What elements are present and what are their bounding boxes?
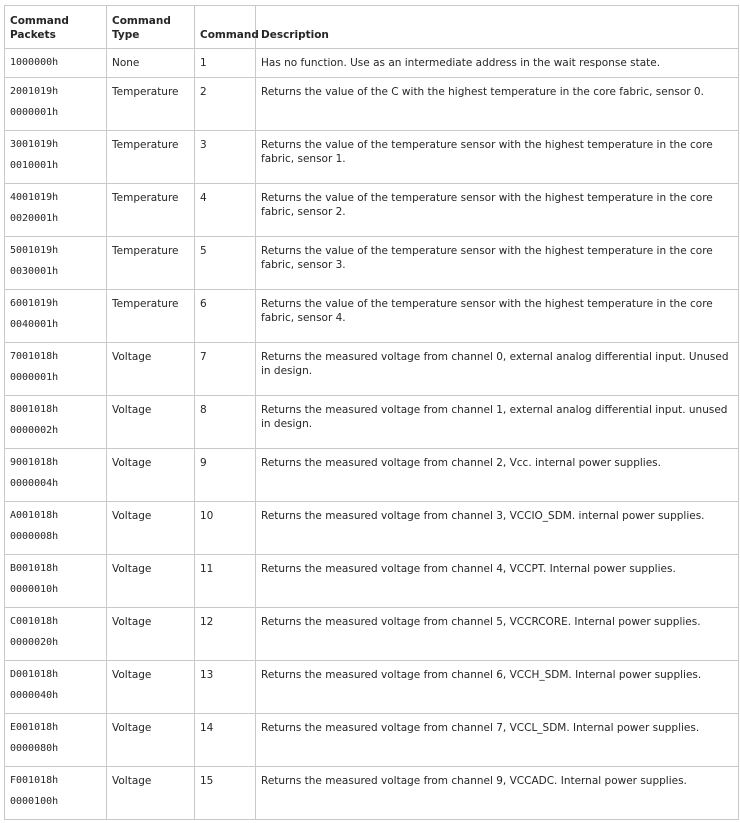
header-command-packets: Command Packets bbox=[5, 6, 107, 49]
header-description: Description bbox=[256, 6, 739, 49]
cell-command-packets bbox=[5, 449, 107, 502]
cell-description: Returns the measured voltage from channel 3, VCCIO_SDM. internal power supplies. bbox=[256, 502, 739, 555]
command-packet-value: 2001019h bbox=[10, 86, 59, 97]
cell-command: 13 bbox=[195, 661, 256, 714]
table-row bbox=[5, 502, 739, 555]
cell-command-type: Voltage bbox=[107, 767, 195, 820]
cell-command-packets bbox=[5, 290, 107, 343]
cell-command-packets bbox=[5, 184, 107, 237]
cell-command: 6 bbox=[195, 290, 256, 343]
cell-command-packets bbox=[5, 49, 107, 78]
table-row bbox=[5, 49, 739, 78]
cell-command: 12 bbox=[195, 608, 256, 661]
table-row bbox=[5, 396, 739, 449]
command-packet-value: 4001019h bbox=[10, 192, 59, 203]
cell-command: 3 bbox=[195, 131, 256, 184]
cell-command-type: Voltage bbox=[107, 555, 195, 608]
cell-command-packets bbox=[5, 131, 107, 184]
command-packet-value: 3001019h bbox=[10, 139, 59, 150]
cell-command-packets bbox=[5, 555, 107, 608]
cell-command: 9 bbox=[195, 449, 256, 502]
command-packet-value: 0000080h bbox=[10, 743, 59, 754]
table-row bbox=[5, 237, 739, 290]
command-packet-value: 1000000h bbox=[10, 57, 59, 68]
cell-description: Returns the measured voltage from channel 5, VCCRCORE. Internal power supplies. bbox=[256, 608, 739, 661]
cell-command-type: Voltage bbox=[107, 714, 195, 767]
cell-command: 14 bbox=[195, 714, 256, 767]
cell-command-packets bbox=[5, 714, 107, 767]
cell-command: 11 bbox=[195, 555, 256, 608]
table-row bbox=[5, 661, 739, 714]
cell-command-packets bbox=[5, 767, 107, 820]
cell-command: 2 bbox=[195, 78, 256, 131]
cell-command-type: Voltage bbox=[107, 343, 195, 396]
cell-description: Returns the measured voltage from channel 9, VCCADC. Internal power supplies. bbox=[256, 767, 739, 820]
command-packet-value: B001018h bbox=[10, 563, 59, 574]
command-packet-value: 0000001h bbox=[10, 107, 59, 118]
cell-command-type: Voltage bbox=[107, 608, 195, 661]
table-row bbox=[5, 714, 739, 767]
cell-command: 5 bbox=[195, 237, 256, 290]
command-packet-value: 0000004h bbox=[10, 478, 59, 489]
table-row bbox=[5, 343, 739, 396]
cell-command-packets bbox=[5, 661, 107, 714]
cell-command: 10 bbox=[195, 502, 256, 555]
cell-description: Returns the measured voltage from channel 2, Vcc. internal power supplies. bbox=[256, 449, 739, 502]
table-row bbox=[5, 184, 739, 237]
cell-command: 15 bbox=[195, 767, 256, 820]
command-packet-value: D001018h bbox=[10, 669, 59, 680]
cell-command-type: None bbox=[107, 49, 195, 78]
cell-command-packets bbox=[5, 343, 107, 396]
cell-command-packets bbox=[5, 78, 107, 131]
cell-description: Returns the measured voltage from channel 1, external analog differential input. unused in design. bbox=[256, 396, 739, 449]
table-row bbox=[5, 290, 739, 343]
cell-description: Returns the value of the temperature sensor with the highest temperature in the core fabric, sensor 2. bbox=[256, 184, 739, 237]
cell-command-packets bbox=[5, 608, 107, 661]
command-packet-value: 0000008h bbox=[10, 531, 59, 542]
table-body bbox=[5, 49, 739, 820]
cell-description: Returns the value of the temperature sensor with the highest temperature in the core fabric, sensor 4. bbox=[256, 290, 739, 343]
cell-command: 1 bbox=[195, 49, 256, 78]
cell-command: 7 bbox=[195, 343, 256, 396]
cell-command: 8 bbox=[195, 396, 256, 449]
cell-command-type: Temperature bbox=[107, 290, 195, 343]
cell-command: 4 bbox=[195, 184, 256, 237]
command-packet-value: F001018h bbox=[10, 775, 59, 786]
table-row bbox=[5, 449, 739, 502]
command-packet-value: 0000002h bbox=[10, 425, 59, 436]
cell-command-type: Voltage bbox=[107, 449, 195, 502]
cell-command-type: Temperature bbox=[107, 78, 195, 131]
cell-command-type: Temperature bbox=[107, 184, 195, 237]
cell-description: Returns the value of the C with the highest temperature in the core fabric, sensor 0. bbox=[256, 78, 739, 131]
command-packet-value: 0000020h bbox=[10, 637, 59, 648]
command-packet-value: 0030001h bbox=[10, 266, 59, 277]
cell-command-packets bbox=[5, 396, 107, 449]
table-header-row bbox=[5, 6, 739, 49]
cell-command-packets bbox=[5, 237, 107, 290]
command-packet-value: 6001019h bbox=[10, 298, 59, 309]
cell-description: Returns the value of the temperature sensor with the highest temperature in the core fabric, sensor 1. bbox=[256, 131, 739, 184]
table-row bbox=[5, 608, 739, 661]
cell-description: Returns the measured voltage from channel 0, external analog differential input. Unused in design. bbox=[256, 343, 739, 396]
cell-description: Returns the measured voltage from channel 7, VCCL_SDM. Internal power supplies. bbox=[256, 714, 739, 767]
cell-command-type: Temperature bbox=[107, 131, 195, 184]
cell-command-type: Voltage bbox=[107, 396, 195, 449]
table-row bbox=[5, 767, 739, 820]
table-row bbox=[5, 555, 739, 608]
cell-description: Returns the measured voltage from channel 4, VCCPT. Internal power supplies. bbox=[256, 555, 739, 608]
command-packet-value: 5001019h bbox=[10, 245, 59, 256]
command-packet-value: 9001018h bbox=[10, 457, 59, 468]
cell-description: Returns the value of the temperature sensor with the highest temperature in the core fabric, sensor 3. bbox=[256, 237, 739, 290]
command-packet-value: 0010001h bbox=[10, 160, 59, 171]
cell-command-type: Voltage bbox=[107, 661, 195, 714]
command-table bbox=[4, 5, 739, 820]
command-packet-value: 0040001h bbox=[10, 319, 59, 330]
table-row bbox=[5, 78, 739, 131]
cell-command-type: Voltage bbox=[107, 502, 195, 555]
command-packet-value: A001018h bbox=[10, 510, 59, 521]
command-packet-value: 0000100h bbox=[10, 796, 59, 807]
command-packet-value: 0000040h bbox=[10, 690, 59, 701]
command-packet-value: 0020001h bbox=[10, 213, 59, 224]
header-command: Command bbox=[195, 6, 256, 49]
table-row bbox=[5, 131, 739, 184]
cell-command-type: Temperature bbox=[107, 237, 195, 290]
command-packet-value: C001018h bbox=[10, 616, 59, 627]
cell-description: Has no function. Use as an intermediate address in the wait response state. bbox=[256, 49, 739, 78]
cell-description: Returns the measured voltage from channel 6, VCCH_SDM. Internal power supplies. bbox=[256, 661, 739, 714]
command-packet-value: E001018h bbox=[10, 722, 59, 733]
command-packet-value: 8001018h bbox=[10, 404, 59, 415]
header-command-type: Command Type bbox=[107, 6, 195, 49]
command-packet-value: 7001018h bbox=[10, 351, 59, 362]
command-packet-value: 0000010h bbox=[10, 584, 59, 595]
command-packet-value: 0000001h bbox=[10, 372, 59, 383]
cell-command-packets bbox=[5, 502, 107, 555]
